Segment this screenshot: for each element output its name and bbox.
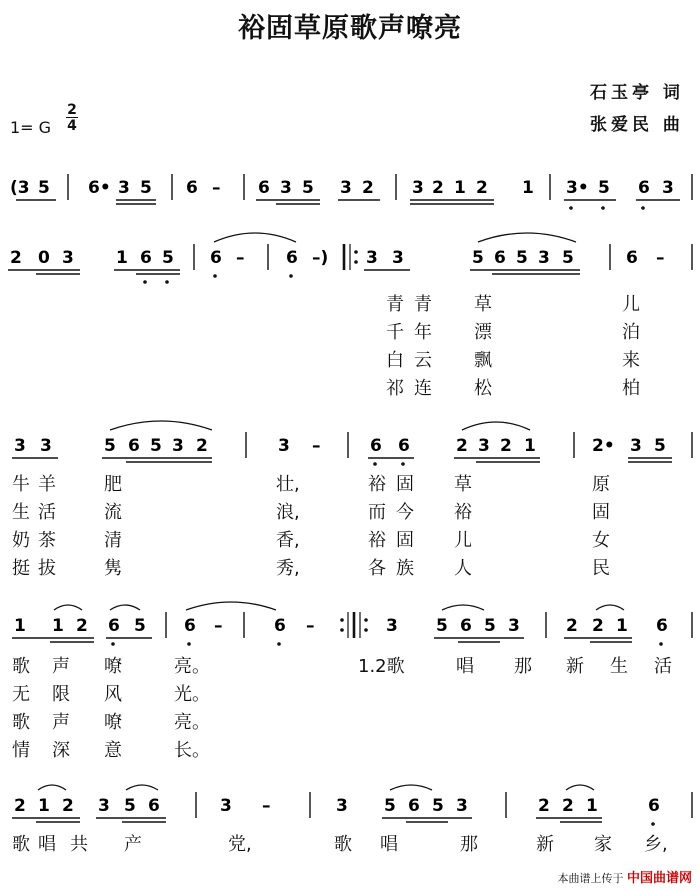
svg-text:6: 6 <box>186 178 198 198</box>
svg-text:2: 2 <box>456 436 468 456</box>
lyric: 歌 <box>12 834 30 855</box>
svg-text:2: 2 <box>14 796 26 816</box>
lyric: 亮。 <box>174 656 210 677</box>
svg-text:1: 1 <box>522 178 534 198</box>
lyric: 秀, <box>276 558 300 579</box>
lyric: 家 <box>594 834 612 855</box>
svg-text:6: 6 <box>210 248 222 268</box>
lyric: 隽 <box>104 558 122 579</box>
svg-text:2: 2 <box>476 178 488 198</box>
svg-text:–: – <box>306 616 315 636</box>
svg-text:3: 3 <box>220 796 232 816</box>
lyricist-credit: 石玉亭 词 <box>590 83 684 103</box>
svg-text:6: 6 <box>258 178 270 198</box>
lyric: 固 <box>396 474 414 495</box>
svg-text:6: 6 <box>148 796 160 816</box>
svg-text:2: 2 <box>500 436 512 456</box>
svg-text:3: 3 <box>662 178 674 198</box>
lyric: 柏 <box>622 378 640 399</box>
lyric: 新 <box>536 834 554 855</box>
svg-text:3: 3 <box>62 248 74 268</box>
lyric: 活 <box>38 502 56 523</box>
lyric: 那 <box>514 656 532 677</box>
svg-text:6: 6 <box>656 616 668 636</box>
lyric: 香, <box>276 530 300 551</box>
lyric: 亮。 <box>174 712 210 733</box>
lyric: 青 <box>386 294 404 315</box>
lyric: 光。 <box>174 684 210 705</box>
lyric: 限 <box>52 684 70 705</box>
svg-text:2: 2 <box>362 178 374 198</box>
svg-text:3: 3 <box>98 796 110 816</box>
lyric: 生 <box>12 502 30 523</box>
lyric: 壮, <box>276 474 300 495</box>
lyric: 声 <box>52 656 70 677</box>
lyric: 儿 <box>454 530 472 551</box>
svg-text:3: 3 <box>366 248 378 268</box>
lyric: 长。 <box>174 740 210 761</box>
lyrics-block-3 <box>0 652 700 762</box>
time-signature-numerator: 2 <box>67 102 77 118</box>
lyric: 飘 <box>474 350 492 371</box>
lyric: 千 <box>386 322 404 343</box>
svg-text:3: 3 <box>336 796 348 816</box>
svg-text:6: 6 <box>398 436 410 456</box>
lyric: 流 <box>104 502 122 523</box>
lyric: 泊 <box>622 322 640 343</box>
lyrics-block-2 <box>0 470 700 580</box>
lyric: 漂 <box>474 322 492 343</box>
lyric: 党, <box>228 834 252 855</box>
lyrics-block-4 <box>0 830 700 860</box>
lyric: 儿 <box>622 294 640 315</box>
svg-text:1: 1 <box>524 436 536 456</box>
lyric: 草 <box>474 294 492 315</box>
lyric: 嘹 <box>104 712 122 733</box>
lyric: 祁 <box>386 378 404 399</box>
lyric: 深 <box>52 740 70 761</box>
lyric: 生 <box>610 656 628 677</box>
svg-text:6: 6 <box>128 436 140 456</box>
lyric: 松 <box>474 378 492 399</box>
time-signature-denominator: 4 <box>67 118 77 134</box>
svg-text:2•: 2• <box>592 436 615 456</box>
page-title: 裕固草原歌声嘹亮 <box>238 13 462 44</box>
svg-text:0: 0 <box>38 248 50 268</box>
lyric: 肥 <box>104 474 122 495</box>
lyric: 乡, <box>644 834 668 855</box>
score-line-1-notation <box>0 160 700 220</box>
svg-text:3•: 3• <box>566 178 589 198</box>
score-line-5-notation <box>0 778 700 838</box>
svg-text:6: 6 <box>626 248 638 268</box>
lyric: 活 <box>654 656 672 677</box>
svg-text:5: 5 <box>484 616 496 636</box>
lyric: 云 <box>414 350 432 371</box>
lyric: 青 <box>414 294 432 315</box>
svg-text:1: 1 <box>616 616 628 636</box>
score-line-2-notation <box>0 230 700 290</box>
score-line-3-notation <box>0 418 700 478</box>
lyric: 民 <box>592 558 610 579</box>
svg-text:5: 5 <box>436 616 448 636</box>
svg-text:2: 2 <box>76 616 88 636</box>
svg-text:6: 6 <box>286 248 298 268</box>
lyric: 奶 <box>12 530 30 551</box>
lyric: 裕 <box>368 530 386 551</box>
lyric: 茶 <box>38 530 56 551</box>
svg-text:6: 6 <box>638 178 650 198</box>
svg-text:6: 6 <box>408 796 420 816</box>
lyric: 唱 <box>38 834 56 855</box>
svg-text:2: 2 <box>432 178 444 198</box>
lyric: 牛 <box>12 474 30 495</box>
lyric: 共 <box>70 834 88 855</box>
svg-text:5: 5 <box>140 178 152 198</box>
svg-text:–): –) <box>312 248 329 268</box>
svg-text:3: 3 <box>386 616 398 636</box>
svg-text:3: 3 <box>456 796 468 816</box>
svg-text:2: 2 <box>562 796 574 816</box>
lyric: 清 <box>104 530 122 551</box>
svg-text:3: 3 <box>630 436 642 456</box>
lyric: 族 <box>396 558 414 579</box>
svg-text:3: 3 <box>278 436 290 456</box>
time-signature <box>66 103 78 133</box>
svg-text:–: – <box>312 436 321 456</box>
svg-text:3: 3 <box>118 178 130 198</box>
svg-text:3: 3 <box>280 178 292 198</box>
lyric: 今 <box>396 502 414 523</box>
svg-text:3: 3 <box>40 436 52 456</box>
svg-text:1: 1 <box>52 616 64 636</box>
svg-text:3: 3 <box>392 248 404 268</box>
lyric: 无 <box>12 684 30 705</box>
lyric: 唱 <box>456 656 474 677</box>
lyric: 歌 <box>334 834 352 855</box>
lyric: 意 <box>104 740 122 761</box>
lyric: 固 <box>592 502 610 523</box>
lyric: 草 <box>454 474 472 495</box>
svg-text:2: 2 <box>62 796 74 816</box>
svg-text:3: 3 <box>340 178 352 198</box>
svg-text:5: 5 <box>384 796 396 816</box>
svg-text:5: 5 <box>134 616 146 636</box>
lyric: 产 <box>124 834 142 855</box>
svg-text:6: 6 <box>648 796 660 816</box>
svg-text:2: 2 <box>10 248 22 268</box>
svg-text:5: 5 <box>516 248 528 268</box>
lyric: 歌 <box>12 712 30 733</box>
lyric: 来 <box>622 350 640 371</box>
svg-text:3: 3 <box>538 248 550 268</box>
lyric: 裕 <box>368 474 386 495</box>
lyric: 固 <box>396 530 414 551</box>
composer-credit: 张爱民 曲 <box>590 115 684 135</box>
lyric: 而 <box>368 502 386 523</box>
svg-text:–: – <box>214 616 223 636</box>
lyric: 嘹 <box>104 656 122 677</box>
svg-text:5: 5 <box>38 178 50 198</box>
lyric: 拔 <box>38 558 56 579</box>
watermark-prefix: 本曲谱上传于 <box>557 872 624 885</box>
svg-text:1: 1 <box>14 616 26 636</box>
svg-text:3: 3 <box>172 436 184 456</box>
svg-text:6: 6 <box>108 616 120 636</box>
svg-text:1: 1 <box>116 248 128 268</box>
lyric: 羊 <box>38 474 56 495</box>
lyric: 歌 <box>12 656 30 677</box>
lyric: 唱 <box>380 834 398 855</box>
svg-text:6: 6 <box>494 248 506 268</box>
svg-text:3: 3 <box>478 436 490 456</box>
svg-text:1: 1 <box>38 796 50 816</box>
svg-text:5: 5 <box>150 436 162 456</box>
svg-text:3: 3 <box>14 436 26 456</box>
lyric: 连 <box>414 378 432 399</box>
lyric: 风 <box>104 684 122 705</box>
svg-text:2: 2 <box>592 616 604 636</box>
svg-text:5: 5 <box>302 178 314 198</box>
lyric: 声 <box>52 712 70 733</box>
lyric: 新 <box>566 656 584 677</box>
lyric: 人 <box>454 558 472 579</box>
svg-text:6•: 6• <box>88 178 111 198</box>
lyric: 裕 <box>454 502 472 523</box>
svg-text:6: 6 <box>274 616 286 636</box>
svg-text:6: 6 <box>140 248 152 268</box>
lyric: 1.2歌 <box>358 656 405 677</box>
svg-text:1: 1 <box>586 796 598 816</box>
svg-text:5: 5 <box>562 248 574 268</box>
key-signature: 1= G <box>10 118 52 137</box>
svg-text:5: 5 <box>104 436 116 456</box>
watermark-site: 中国曲谱网 <box>626 871 692 886</box>
svg-text:5: 5 <box>598 178 610 198</box>
svg-text:(3: (3 <box>10 178 30 198</box>
lyric: 各 <box>368 558 386 579</box>
svg-text:–: – <box>212 178 221 198</box>
svg-text:6: 6 <box>370 436 382 456</box>
svg-text:3: 3 <box>412 178 424 198</box>
lyric: 挺 <box>12 558 30 579</box>
svg-text:3: 3 <box>508 616 520 636</box>
lyric: 情 <box>12 740 30 761</box>
watermark <box>557 867 692 886</box>
svg-text:5: 5 <box>162 248 174 268</box>
svg-text:5: 5 <box>124 796 136 816</box>
lyric: 女 <box>592 530 610 551</box>
svg-text:1: 1 <box>454 178 466 198</box>
lyric: 浪, <box>276 502 300 523</box>
lyrics-block-1 <box>0 290 700 400</box>
svg-text:6: 6 <box>184 616 196 636</box>
lyric: 白 <box>386 350 404 371</box>
svg-text:5: 5 <box>472 248 484 268</box>
lyric: 原 <box>592 474 610 495</box>
lyric: 那 <box>460 834 478 855</box>
svg-text:2: 2 <box>566 616 578 636</box>
svg-text:2: 2 <box>196 436 208 456</box>
lyric: 年 <box>414 322 432 343</box>
score-line-4-notation <box>0 598 700 658</box>
svg-text:6: 6 <box>460 616 472 636</box>
svg-text:5: 5 <box>654 436 666 456</box>
svg-text:–: – <box>656 248 665 268</box>
svg-text:–: – <box>236 248 245 268</box>
svg-text:–: – <box>262 796 271 816</box>
svg-text:2: 2 <box>538 796 550 816</box>
svg-text:5: 5 <box>432 796 444 816</box>
